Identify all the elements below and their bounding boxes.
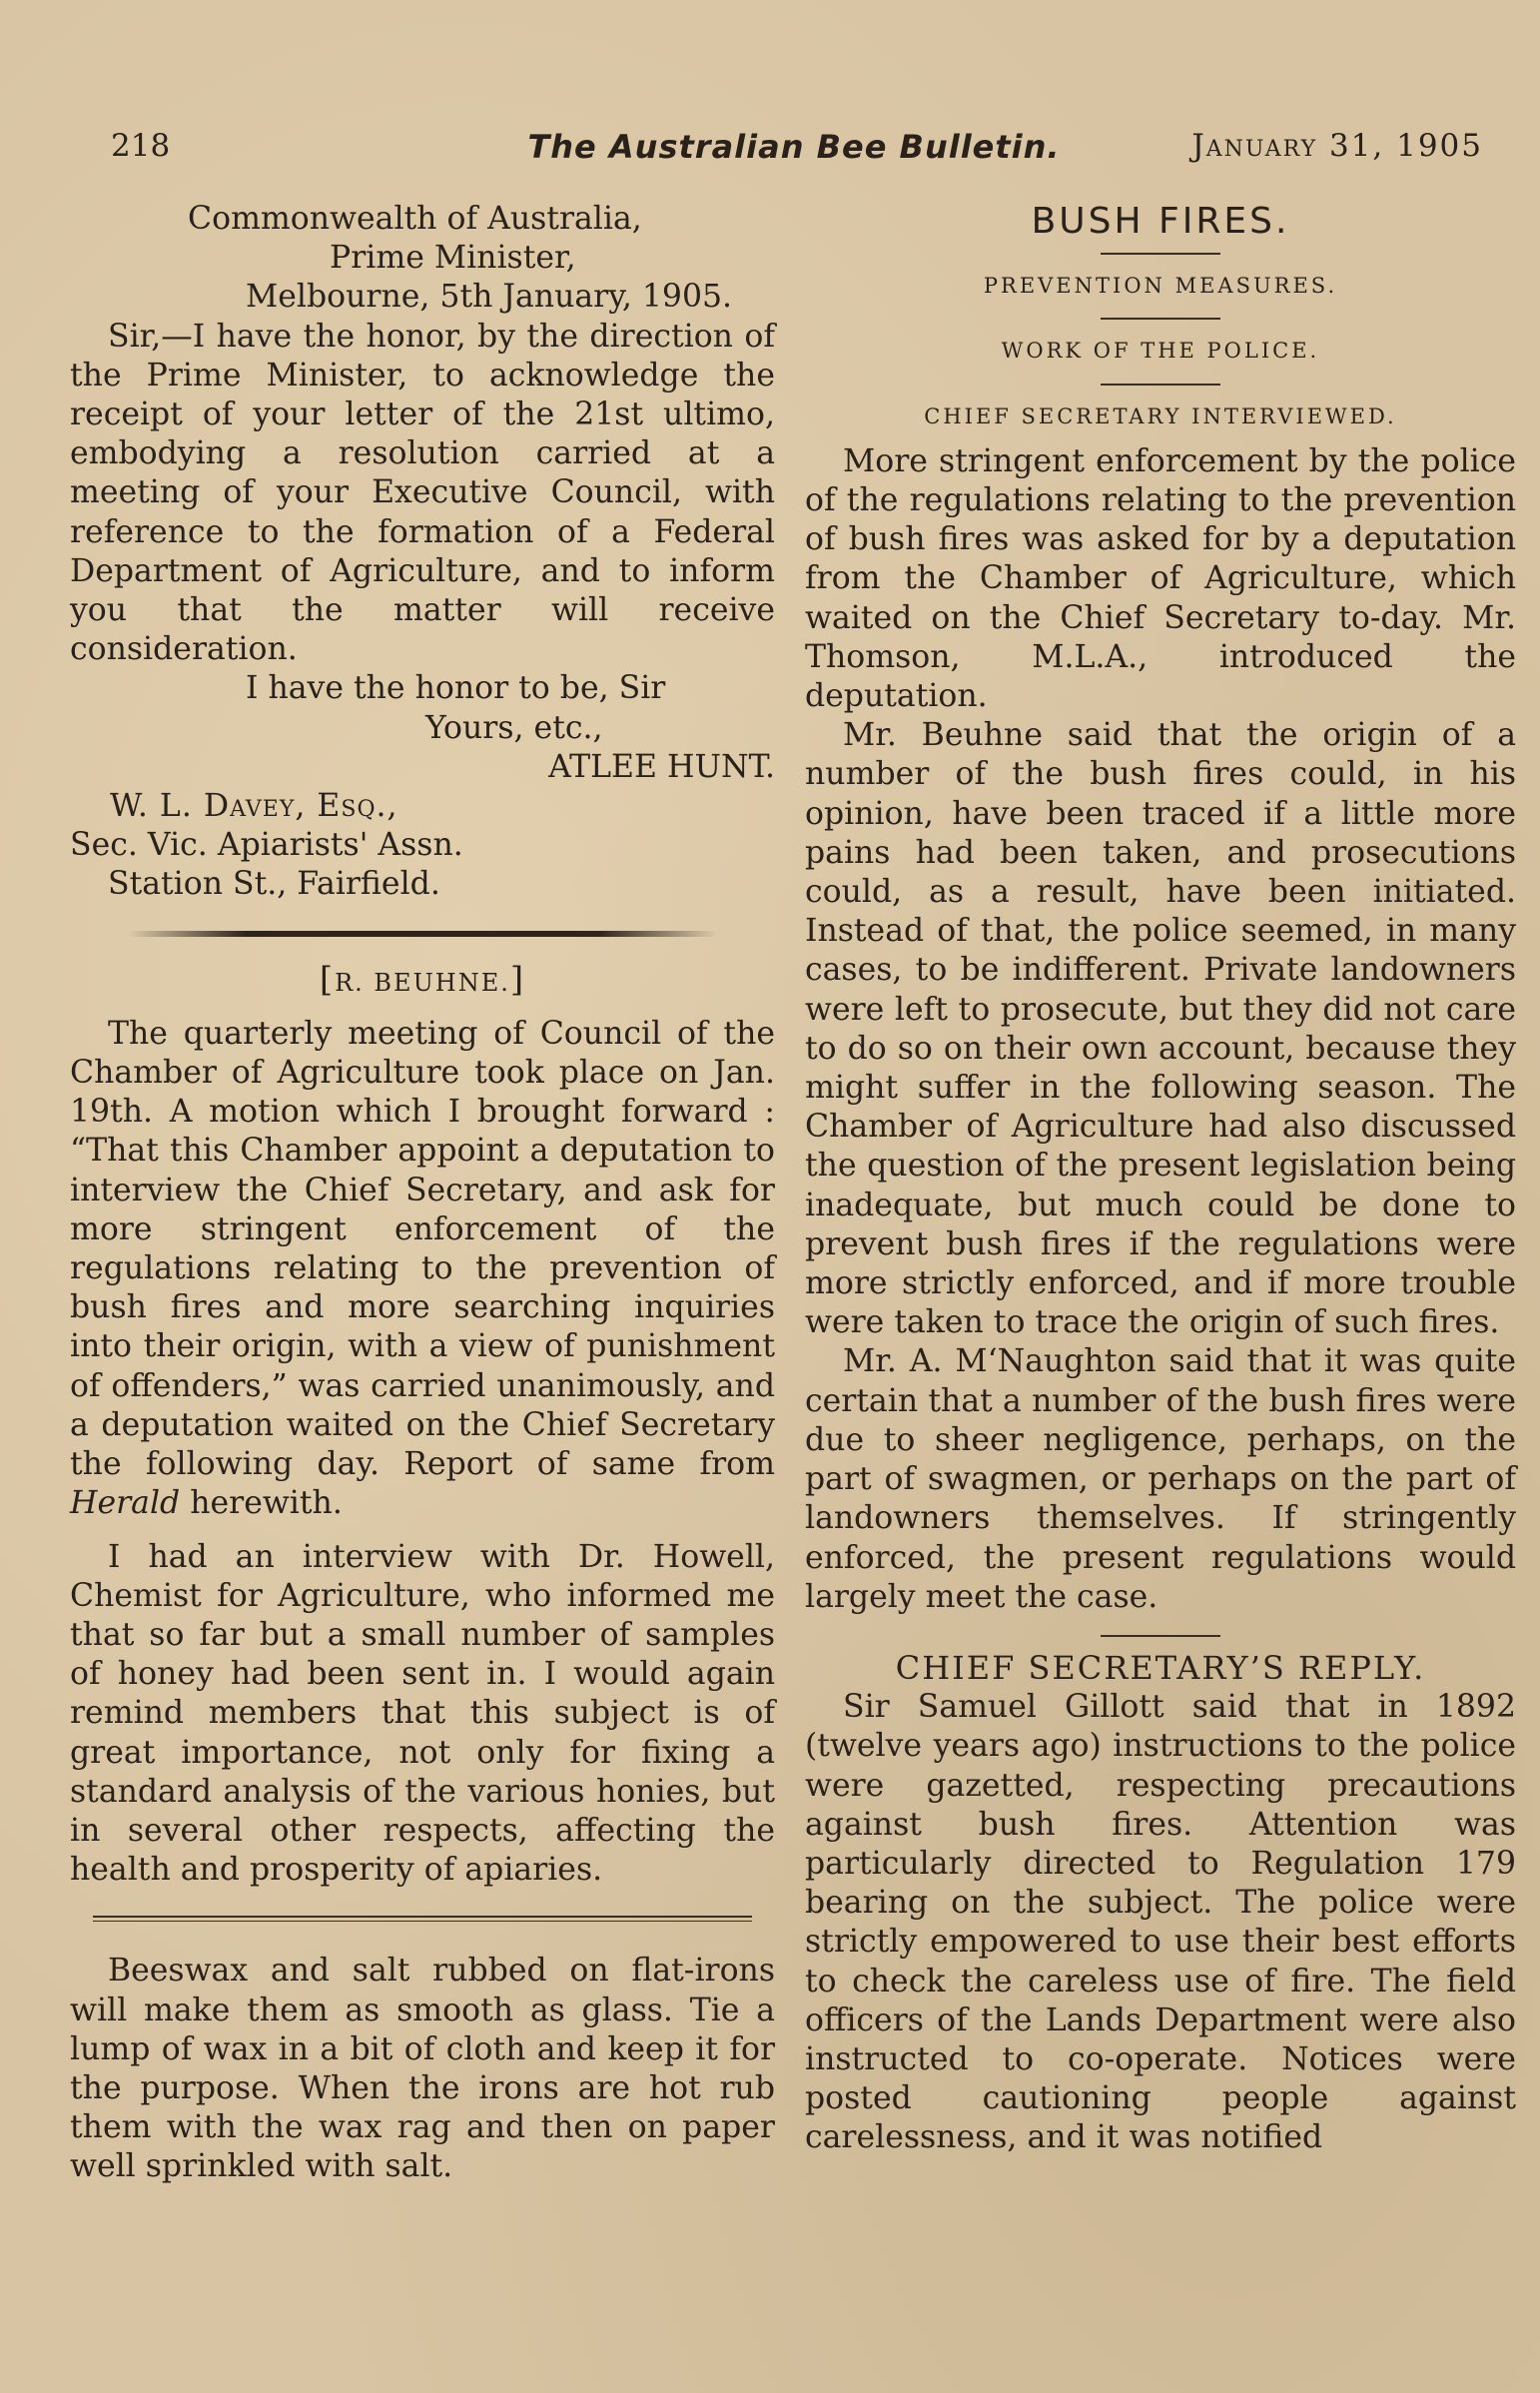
letter-closing: I have the honor to be, Sir <box>246 670 666 707</box>
article-paragraph: More stringent enforcement by the police of the regulations relating to the prevention of bush fires was asked for by a deputation from the Chamber of Agriculture, which waited on the Chief Secretary to-day. Mr. Thomson, M.L.A., introduced the deputation. <box>805 442 1516 715</box>
publication-title: The Australian Bee Bulletin. <box>527 128 1061 166</box>
page-number: 218 <box>111 128 171 164</box>
issue-date: January 31, 1905 <box>1191 128 1483 164</box>
right-column <box>805 200 1516 2158</box>
headline-rule <box>1101 384 1220 386</box>
article-paragraph: Mr. A. M‘Naughton said that it was quite certain that a number of the bush fires were due to sheer negligence, perhaps, on the part of swagmen, or perhaps on the part of landowners themselves. If stringently enforced, the present regulations would largely meet the case. <box>805 1343 1516 1615</box>
letter-body: Sir,—I have the honor, by the direction of the Prime Minister, to acknowledge the receipt of your letter of the 21st ultimo, embodying a resolution carried at a meeting of your Executive Council, with reference to the formation of a Federal Department of Agriculture, and to inform you that the matter will receive consideration. <box>70 318 775 668</box>
section-divider <box>93 1916 752 1922</box>
letter-address <box>70 200 775 318</box>
letter-address-line: Prime Minister, <box>330 240 576 277</box>
article-paragraph: Sir Samuel Gillott said that in 1892 (twelve years ago) instructions to the police were gazetted, respecting precautions against bush fires. Attention was particularly directed to Regulation 179 bearing on the subject. The police were strictly empowered to use their best efforts to check the careless use of fire. The field officers of the Lands Department were also instructed to co-operate. Notices were posted cautioning people against carelessness, and it was notified <box>805 1689 1516 2156</box>
headline-rule <box>1101 1635 1220 1637</box>
section-divider <box>128 931 717 937</box>
letter-recipient: W. L. Davey, Esq., <box>110 788 398 825</box>
subheadline: CHIEF SECRETARY INTERVIEWED. <box>924 403 1397 428</box>
headline-rule <box>1101 318 1220 320</box>
page-header <box>105 128 1483 172</box>
letter-recipient: Station St., Fairfield. <box>108 866 440 903</box>
letter-signature: ATLEE HUNT. <box>548 748 775 785</box>
left-column <box>70 200 775 2187</box>
letter-closing: Yours, etc., <box>425 709 603 746</box>
herald-reference: Herald <box>70 1485 181 1522</box>
letter-recipient: Sec. Vic. Apiarists' Assn. <box>70 827 463 864</box>
letter-address-line: Commonwealth of Australia, <box>188 201 642 237</box>
subheadline: WORK OF THE POLICE. <box>1001 339 1320 364</box>
beeswax-tip: Beeswax and salt rubbed on flat-irons will make them as smooth as glass. Tie a lump of wax in a bit of cloth and keep it for the purpose. When the irons are hot rub them with the wax rag and then on paper well sprinkled with salt. <box>70 1953 775 2185</box>
headline-rule <box>1101 253 1220 255</box>
byline: [R. BEUHNE.] <box>319 959 526 1000</box>
headline: BUSH FIRES. <box>1031 201 1290 242</box>
letter-address-line: Melbourne, 5th January, 1905. <box>246 279 733 316</box>
subheadline: PREVENTION MEASURES. <box>983 274 1338 299</box>
article-paragraph: Mr. Beuhne said that the origin of a number of the bush fires could, in his opinion, have been traced if a little more pains had been taken, and prosecutions could, as a result, have been initiated. Instead of that, the police seemed, in many cases, to be indifferent. Private landowners were left to prosecute, but they did not care to do so on their own account, because they might suffer in the following season. The Chamber of Agriculture had also discussed the question of the present legislation being inadequate, but much could be done to prevent bush fires if the regulations were more strictly enforced, and if more trouble were taken to trace the origin of such fires. <box>805 717 1516 1341</box>
article-paragraph: I had an interview with Dr. Howell, Chemist for Agriculture, who informed me that so far but a small number of samples of honey had been sent in. I would again remind members that this subject is of great importance, not only for fixing a standard analysis of the various honies, but in several other respects, affecting the health and prosperity of apiaries. <box>70 1538 775 1889</box>
section-headline: CHIEF SECRETARY’S REPLY. <box>895 1648 1426 1687</box>
article-paragraph: The quarterly meeting of Council of the Chamber of Agriculture took place on Jan. 19th. A motion which I brought forward : “That this Chamber appoint a deputation to interview the Chief Secretary, and ask for more stringent enforcement of the regulations relating to the prevention of bush fires and more searching inquiries into their origin, with a view of punishment of offenders,” was carried unanimously, and a deputation waited on the Chief Secretary the following day. Report of same from Herald herewith. <box>70 1015 775 1522</box>
